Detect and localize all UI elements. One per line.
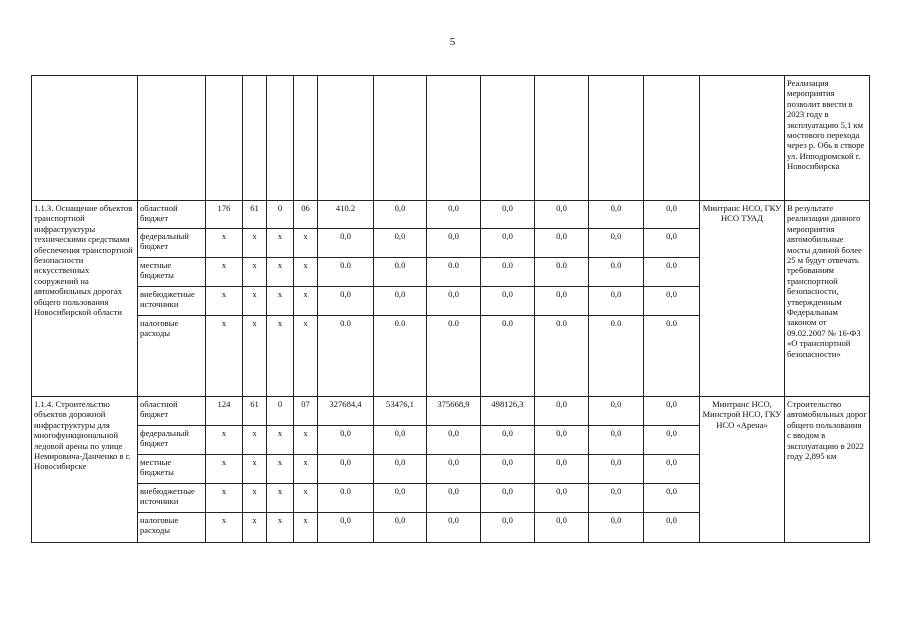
amount-cell: 0,0 bbox=[481, 287, 535, 316]
budget-code: x bbox=[294, 426, 318, 455]
amount-cell: 0,0 bbox=[535, 397, 589, 426]
amount-cell: 0,0 bbox=[535, 484, 589, 513]
amount-cell: 0.0 bbox=[318, 258, 374, 287]
amount-cell: 0.0 bbox=[481, 258, 535, 287]
budget-code: x bbox=[206, 455, 243, 484]
amount-cell: 0,0 bbox=[644, 426, 700, 455]
budget-code: 61 bbox=[243, 397, 267, 426]
budget-code: x bbox=[267, 426, 294, 455]
amount-cell: 0,0 bbox=[374, 455, 427, 484]
empty-cell bbox=[700, 76, 785, 201]
amount-cell: 0,0 bbox=[374, 287, 427, 316]
page-number: 5 bbox=[449, 36, 456, 48]
result-note: Строительство автомобильных дорог общего пользования с вводом в эксплуатацию в 2022 году 2,895 км bbox=[785, 397, 870, 543]
amount-cell: 0.0 bbox=[374, 258, 427, 287]
amount-cell: 0,0 bbox=[481, 229, 535, 258]
budget-code: x bbox=[267, 455, 294, 484]
amount-cell: 0,0 bbox=[589, 397, 644, 426]
budget-code: x bbox=[206, 229, 243, 258]
empty-cell bbox=[267, 76, 294, 201]
amount-cell: 0.0 bbox=[427, 316, 481, 397]
empty-cell bbox=[589, 76, 644, 201]
funding-source: областной бюджет bbox=[138, 397, 206, 426]
amount-cell: 0,0 bbox=[644, 287, 700, 316]
table-row bbox=[32, 201, 870, 229]
funding-source: местные бюджеты bbox=[138, 455, 206, 484]
empty-cell bbox=[427, 76, 481, 201]
amount-cell: 0,0 bbox=[481, 484, 535, 513]
amount-cell: 498126,3 bbox=[481, 397, 535, 426]
amount-cell: 0,0 bbox=[589, 484, 644, 513]
amount-cell: 0,0 bbox=[427, 426, 481, 455]
amount-cell: 0.0 bbox=[535, 258, 589, 287]
budget-code: x bbox=[267, 258, 294, 287]
result-note: Реализация мероприятия позволит ввести в 2023 году в эксплуатацию 5,1 км мостового перехода через р. Обь в створе ул. Ипподромской г. Новосибирска bbox=[785, 76, 870, 201]
budget-code: x bbox=[243, 287, 267, 316]
budget-code: x bbox=[206, 513, 243, 543]
empty-cell bbox=[374, 76, 427, 201]
funding-source: федеральный бюджет bbox=[138, 229, 206, 258]
budget-code: x bbox=[267, 513, 294, 543]
amount-cell: 0,0 bbox=[427, 484, 481, 513]
amount-cell: 0,0 bbox=[589, 513, 644, 543]
budget-code: x bbox=[243, 513, 267, 543]
amount-cell: 0.0 bbox=[589, 258, 644, 287]
amount-cell: 0,0 bbox=[535, 201, 589, 229]
amount-cell: 0,0 bbox=[374, 484, 427, 513]
budget-code: x bbox=[243, 229, 267, 258]
empty-cell bbox=[138, 76, 206, 201]
amount-cell: 0,0 bbox=[481, 201, 535, 229]
amount-cell: 0.0 bbox=[481, 316, 535, 397]
budget-code: 124 bbox=[206, 397, 243, 426]
budget-code: x bbox=[294, 455, 318, 484]
budget-code: x bbox=[294, 484, 318, 513]
budget-code: x bbox=[206, 258, 243, 287]
amount-cell: 0,0 bbox=[427, 455, 481, 484]
executor: Минтранс НСО, Минстрой НСО, ГКУ НСО «Арена» bbox=[700, 397, 785, 543]
amount-cell: 0.0 bbox=[644, 316, 700, 397]
budget-code: 176 bbox=[206, 201, 243, 229]
budget-code: 0 bbox=[267, 397, 294, 426]
budget-code: x bbox=[206, 287, 243, 316]
amount-cell: 0,0 bbox=[644, 513, 700, 543]
amount-cell: 0,0 bbox=[374, 201, 427, 229]
funding-source: областной бюджет bbox=[138, 201, 206, 229]
executor: Минтранс НСО, ГКУ НСО ТУАД bbox=[700, 201, 785, 397]
empty-cell bbox=[243, 76, 267, 201]
amount-cell: 0,0 bbox=[318, 287, 374, 316]
result-note: В результате реализации данного мероприятия автомобильные мосты длиной более 25 м будут отвечать требованиям транспортной безопасности, утвержденным Федеральным законом от 09.02.2007 № 16-ФЗ «О транспортной безопасности» bbox=[785, 201, 870, 397]
budget-code: x bbox=[267, 287, 294, 316]
amount-cell: 0,0 bbox=[427, 201, 481, 229]
amount-cell: 0,0 bbox=[589, 455, 644, 484]
budget-code: 07 bbox=[294, 397, 318, 426]
budget-code: x bbox=[294, 287, 318, 316]
amount-cell: 0,0 bbox=[481, 513, 535, 543]
budget-code: x bbox=[206, 426, 243, 455]
budget-code: x bbox=[243, 455, 267, 484]
amount-cell: 0,0 bbox=[644, 229, 700, 258]
amount-cell: 0.0 bbox=[318, 316, 374, 397]
amount-cell: 0,0 bbox=[427, 229, 481, 258]
amount-cell: 0,0 bbox=[318, 455, 374, 484]
amount-cell: 0,0 bbox=[589, 229, 644, 258]
amount-cell: 0,0 bbox=[318, 426, 374, 455]
amount-cell: 0,0 bbox=[374, 426, 427, 455]
amount-cell: 0.0 bbox=[427, 258, 481, 287]
amount-cell: 0,0 bbox=[374, 513, 427, 543]
budget-code: x bbox=[243, 316, 267, 397]
budget-code: x bbox=[243, 484, 267, 513]
amount-cell: 0,0 bbox=[644, 455, 700, 484]
amount-cell: 0,0 bbox=[535, 229, 589, 258]
funding-source: налоговые расходы bbox=[138, 316, 206, 397]
budget-code: x bbox=[294, 316, 318, 397]
amount-cell: 0,0 bbox=[644, 484, 700, 513]
amount-cell: 0,0 bbox=[535, 426, 589, 455]
funding-source: налоговые расходы bbox=[138, 513, 206, 543]
empty-cell bbox=[481, 76, 535, 201]
amount-cell: 0,0 bbox=[374, 229, 427, 258]
amount-cell: 0.0 bbox=[644, 258, 700, 287]
amount-cell: 0.0 bbox=[589, 316, 644, 397]
budget-code: x bbox=[206, 484, 243, 513]
empty-cell bbox=[535, 76, 589, 201]
empty-cell bbox=[644, 76, 700, 201]
budget-code: x bbox=[294, 258, 318, 287]
funding-source: местные бюджеты bbox=[138, 258, 206, 287]
empty-cell bbox=[318, 76, 374, 201]
budget-code: 61 bbox=[243, 201, 267, 229]
measure-name: 1.1.4. Строительство объектов дорожной инфраструктуры для многофункциональной ледовой арены по улице Немировича-Данченко в г. Новосибирске bbox=[32, 397, 138, 543]
amount-cell: 0,0 bbox=[535, 287, 589, 316]
amount-cell: 0,0 bbox=[535, 513, 589, 543]
amount-cell: 0,0 bbox=[644, 397, 700, 426]
budget-code: x bbox=[243, 258, 267, 287]
empty-cell bbox=[206, 76, 243, 201]
program-table bbox=[31, 75, 870, 543]
amount-cell: 0,0 bbox=[318, 229, 374, 258]
amount-cell: 0,0 bbox=[427, 287, 481, 316]
funding-source: внебюджетные источники bbox=[138, 484, 206, 513]
budget-code: 06 bbox=[294, 201, 318, 229]
amount-cell: 0,0 bbox=[589, 201, 644, 229]
budget-code: 0 bbox=[267, 201, 294, 229]
amount-cell: 327684,4 bbox=[318, 397, 374, 426]
amount-cell: 0,0 bbox=[427, 513, 481, 543]
amount-cell: 0,0 bbox=[589, 287, 644, 316]
amount-cell: 410.2 bbox=[318, 201, 374, 229]
budget-code: x bbox=[206, 316, 243, 397]
empty-cell bbox=[32, 76, 138, 201]
table-row bbox=[32, 397, 870, 426]
funding-source: внебюджетные источники bbox=[138, 287, 206, 316]
budget-code: x bbox=[294, 513, 318, 543]
amount-cell: 375668,9 bbox=[427, 397, 481, 426]
amount-cell: 53476,1 bbox=[374, 397, 427, 426]
budget-code: x bbox=[267, 484, 294, 513]
budget-code: x bbox=[267, 229, 294, 258]
amount-cell: 0,0 bbox=[535, 455, 589, 484]
budget-code: x bbox=[267, 316, 294, 397]
amount-cell: 0,0 bbox=[318, 513, 374, 543]
amount-cell: 0,0 bbox=[481, 426, 535, 455]
amount-cell: 0,0 bbox=[589, 426, 644, 455]
funding-source: федеральный бюджет bbox=[138, 426, 206, 455]
budget-code: x bbox=[243, 426, 267, 455]
amount-cell: 0,0 bbox=[481, 455, 535, 484]
budget-code: x bbox=[294, 229, 318, 258]
measure-name: 1.1.3. Оснащение объектов транспортной инфраструктуры техническими средствами обеспечения транспортной безопасности искусственных сооружений на автомобильных дорогах общего пользования Новосибирской области bbox=[32, 201, 138, 397]
empty-cell bbox=[294, 76, 318, 201]
amount-cell: 0.0 bbox=[318, 484, 374, 513]
table-row bbox=[32, 76, 870, 201]
amount-cell: 0.0 bbox=[374, 316, 427, 397]
amount-cell: 0.0 bbox=[535, 316, 589, 397]
amount-cell: 0,0 bbox=[644, 201, 700, 229]
